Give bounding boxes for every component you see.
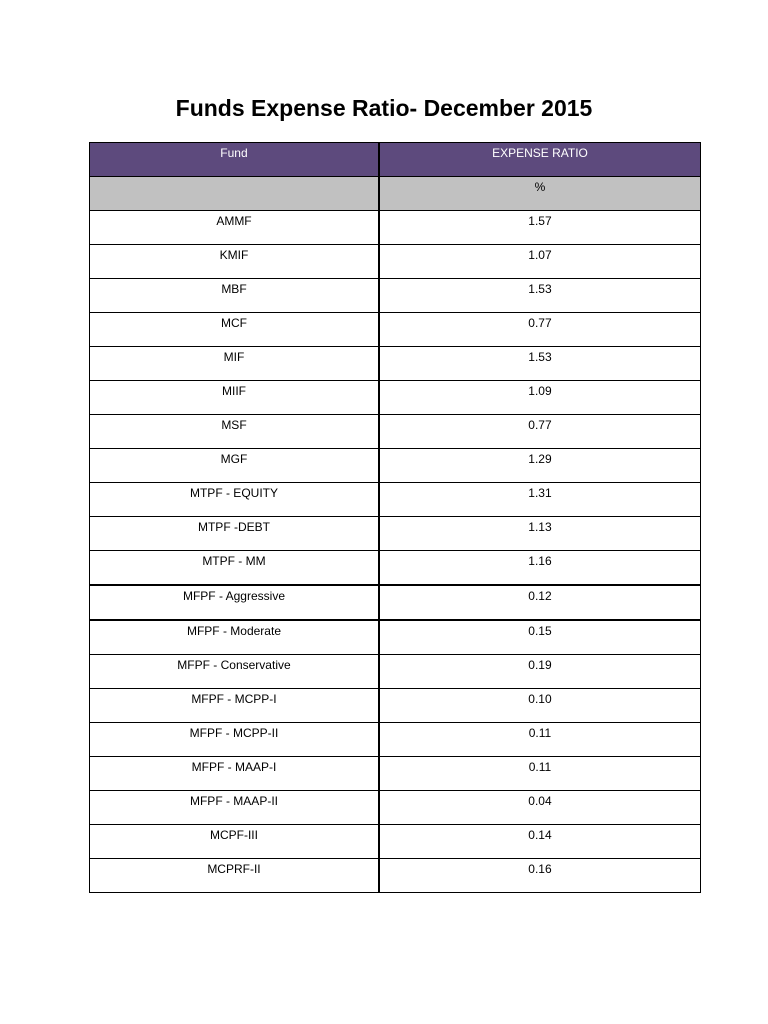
- header-cell-expense-ratio: [379, 143, 701, 177]
- fund-cell: [90, 585, 379, 620]
- fund-name: MGF: [220, 452, 248, 466]
- table-row: [90, 313, 701, 347]
- expense-ratio-cell: [379, 245, 701, 279]
- expense-ratio-value: 1.29: [528, 452, 552, 466]
- table-row: [90, 483, 701, 517]
- fund-cell: [90, 620, 379, 655]
- table-row: [90, 415, 701, 449]
- fund-cell: [90, 757, 379, 791]
- fund-cell: [90, 689, 379, 723]
- expense-ratio-value: 1.16: [528, 554, 552, 568]
- expense-ratio-value: 0.10: [528, 692, 552, 706]
- fund-name: MTPF -DEBT: [197, 520, 270, 534]
- fund-cell: [90, 381, 379, 415]
- expense-ratio-cell: [379, 517, 701, 551]
- table-row: [90, 347, 701, 381]
- fund-cell: [90, 791, 379, 825]
- table-row: [90, 449, 701, 483]
- fund-name: MIF: [223, 350, 245, 364]
- fund-name: MFPF - Conservative: [177, 658, 291, 672]
- fund-name: MFPF - Moderate: [186, 624, 281, 638]
- table-row: [90, 859, 701, 893]
- expense-ratio-cell: [379, 655, 701, 689]
- table-row: [90, 723, 701, 757]
- expense-ratio-value: 1.09: [528, 384, 552, 398]
- expense-ratio-cell: [379, 347, 701, 381]
- fund-cell: [90, 449, 379, 483]
- table-row: [90, 825, 701, 859]
- table-row: [90, 279, 701, 313]
- table-row: [90, 655, 701, 689]
- expense-ratio-cell: [379, 313, 701, 347]
- fund-cell: [90, 517, 379, 551]
- fund-name: MBF: [221, 282, 247, 296]
- expense-ratio-cell: [379, 279, 701, 313]
- expense-ratio-cell: [379, 791, 701, 825]
- table-row: [90, 791, 701, 825]
- expense-ratio-table: [89, 142, 701, 893]
- subheader-unit-label: %: [534, 180, 546, 194]
- fund-cell: [90, 551, 379, 586]
- table-header-row: [90, 143, 701, 177]
- header-expense-ratio-label: EXPENSE RATIO: [492, 146, 588, 160]
- table-row: [90, 245, 701, 279]
- subheader-fund-label: [90, 177, 378, 181]
- expense-ratio-cell: [379, 757, 701, 791]
- fund-name: MSF: [221, 418, 247, 432]
- expense-ratio-value: 0.11: [528, 726, 552, 740]
- table-row: [90, 757, 701, 791]
- expense-ratio-value: 0.16: [528, 862, 552, 876]
- fund-name: MIIF: [221, 384, 246, 398]
- expense-ratio-value: 0.11: [528, 760, 552, 774]
- fund-cell: [90, 825, 379, 859]
- table-row: [90, 620, 701, 655]
- expense-ratio-cell: [379, 449, 701, 483]
- expense-ratio-cell: [379, 483, 701, 517]
- fund-cell: [90, 859, 379, 893]
- fund-name: MTPF - EQUITY: [189, 486, 278, 500]
- header-cell-fund: [90, 143, 379, 177]
- fund-name: MFPF - MAAP-II: [189, 794, 278, 808]
- table-row: [90, 585, 701, 620]
- expense-ratio-value: 0.04: [528, 794, 552, 808]
- expense-ratio-cell: [379, 620, 701, 655]
- fund-name: MFPF - MCPP-I: [191, 692, 277, 706]
- fund-cell: [90, 279, 379, 313]
- expense-ratio-cell: [379, 415, 701, 449]
- expense-ratio-value: 0.77: [528, 418, 552, 432]
- fund-name: KMIF: [219, 248, 249, 262]
- expense-ratio-cell: [379, 381, 701, 415]
- fund-cell: [90, 313, 379, 347]
- expense-ratio-value: 0.19: [528, 658, 552, 672]
- fund-cell: [90, 245, 379, 279]
- table-body: [90, 143, 701, 893]
- expense-ratio-value: 1.31: [528, 486, 552, 500]
- fund-cell: [90, 723, 379, 757]
- table-row: [90, 211, 701, 245]
- fund-name: MCPRF-II: [207, 862, 261, 876]
- expense-ratio-cell: [379, 689, 701, 723]
- fund-name: MCF: [220, 316, 247, 330]
- expense-ratio-value: 1.57: [528, 214, 552, 228]
- expense-ratio-value: 1.53: [528, 350, 552, 364]
- fund-name: MCPF-III: [209, 828, 258, 842]
- expense-ratio-cell: [379, 551, 701, 586]
- table-row: [90, 689, 701, 723]
- fund-cell: [90, 483, 379, 517]
- expense-ratio-cell: [379, 585, 701, 620]
- fund-name: MTPF - MM: [202, 554, 266, 568]
- expense-ratio-value: 1.53: [528, 282, 552, 296]
- expense-ratio-value: 0.14: [528, 828, 552, 842]
- fund-name: AMMF: [216, 214, 252, 228]
- expense-ratio-value: 0.77: [528, 316, 552, 330]
- fund-cell: [90, 347, 379, 381]
- expense-ratio-cell: [379, 859, 701, 893]
- header-fund-label: Fund: [220, 146, 248, 160]
- subheader-cell-unit: [379, 177, 701, 211]
- table-row: [90, 381, 701, 415]
- fund-cell: [90, 415, 379, 449]
- page-title: Funds Expense Ratio- December 2015: [175, 95, 593, 121]
- table-row: [90, 517, 701, 551]
- table-row: [90, 551, 701, 586]
- fund-name: MFPF - Aggressive: [182, 589, 285, 603]
- expense-ratio-value: 1.13: [528, 520, 552, 534]
- expense-ratio-cell: [379, 211, 701, 245]
- fund-cell: [90, 655, 379, 689]
- subheader-cell-fund: [90, 177, 379, 211]
- expense-ratio-value: 0.15: [528, 624, 552, 638]
- expense-ratio-value: 0.12: [528, 589, 552, 603]
- table-subheader-row: [90, 177, 701, 211]
- fund-name: MFPF - MCPP-II: [189, 726, 279, 740]
- expense-ratio-value: 1.07: [528, 248, 552, 262]
- fund-name: MFPF - MAAP-I: [191, 760, 277, 774]
- expense-ratio-cell: [379, 723, 701, 757]
- expense-ratio-cell: [379, 825, 701, 859]
- fund-cell: [90, 211, 379, 245]
